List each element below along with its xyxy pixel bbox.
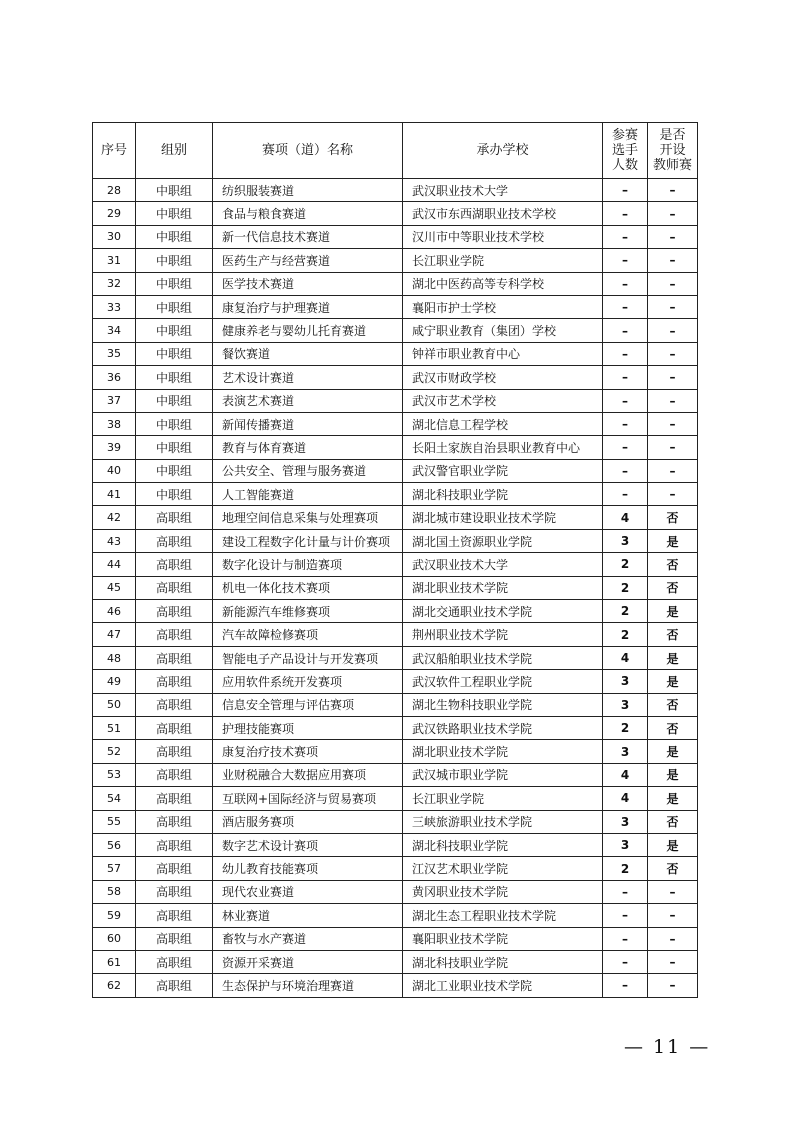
cell-school: 钟祥市职业教育中心 — [403, 342, 603, 365]
cell-participants: 3 — [603, 529, 648, 552]
cell-teacher-competition: 是 — [648, 833, 698, 856]
cell-index: 34 — [93, 319, 136, 342]
table-row — [93, 202, 698, 225]
cell-event-name: 人工智能赛道 — [213, 483, 403, 506]
cell-participants: – — [603, 272, 648, 295]
cell-index: 39 — [93, 436, 136, 459]
cell-teacher-competition: 否 — [648, 716, 698, 739]
cell-event-name: 新能源汽车维修赛项 — [213, 600, 403, 623]
cell-teacher-competition: – — [648, 459, 698, 482]
cell-group: 高职组 — [136, 553, 213, 576]
cell-school: 长江职业学院 — [403, 249, 603, 272]
header-teacher-line: 开设 — [659, 143, 686, 158]
cell-group: 高职组 — [136, 740, 213, 763]
table-row — [93, 600, 698, 623]
cell-group: 高职组 — [136, 693, 213, 716]
cell-event-name: 酒店服务赛项 — [213, 810, 403, 833]
cell-index: 56 — [93, 833, 136, 856]
cell-teacher-competition: 否 — [648, 857, 698, 880]
cell-school: 湖北职业技术学院 — [403, 740, 603, 763]
cell-group: 高职组 — [136, 646, 213, 669]
cell-participants: 3 — [603, 740, 648, 763]
cell-participants: 4 — [603, 763, 648, 786]
cell-event-name: 公共安全、管理与服务赛道 — [213, 459, 403, 482]
cell-event-name: 新一代信息技术赛道 — [213, 225, 403, 248]
cell-teacher-competition: 否 — [648, 693, 698, 716]
cell-teacher-competition: – — [648, 974, 698, 997]
cell-index: 44 — [93, 553, 136, 576]
cell-group: 高职组 — [136, 927, 213, 950]
cell-school: 湖北科技职业学院 — [403, 950, 603, 973]
table-row — [93, 950, 698, 973]
cell-index: 31 — [93, 249, 136, 272]
table-row — [93, 974, 698, 997]
cell-school: 襄阳市护士学校 — [403, 295, 603, 318]
cell-group: 中职组 — [136, 342, 213, 365]
cell-school: 湖北城市建设职业技术学院 — [403, 506, 603, 529]
table-row — [93, 529, 698, 552]
cell-teacher-competition: 是 — [648, 600, 698, 623]
cell-school: 咸宁职业教育（集团）学校 — [403, 319, 603, 342]
cell-group: 中职组 — [136, 179, 213, 202]
cell-group: 高职组 — [136, 600, 213, 623]
table-row — [93, 810, 698, 833]
cell-participants: – — [603, 436, 648, 459]
cell-index: 28 — [93, 179, 136, 202]
table-body — [93, 179, 698, 998]
cell-event-name: 资源开采赛道 — [213, 950, 403, 973]
cell-teacher-competition: 否 — [648, 810, 698, 833]
cell-participants: – — [603, 249, 648, 272]
cell-event-name: 互联网+国际经济与贸易赛项 — [213, 787, 403, 810]
cell-teacher-competition: – — [648, 342, 698, 365]
cell-index: 33 — [93, 295, 136, 318]
table-row — [93, 880, 698, 903]
cell-school: 长江职业学院 — [403, 787, 603, 810]
header-index: 序号 — [93, 123, 136, 179]
cell-participants: – — [603, 389, 648, 412]
cell-teacher-competition: – — [648, 927, 698, 950]
cell-group: 中职组 — [136, 389, 213, 412]
cell-group: 高职组 — [136, 880, 213, 903]
cell-participants: 3 — [603, 693, 648, 716]
cell-school: 武汉城市职业学院 — [403, 763, 603, 786]
cell-participants: 2 — [603, 576, 648, 599]
cell-teacher-competition: – — [648, 295, 698, 318]
cell-group: 中职组 — [136, 202, 213, 225]
cell-school: 湖北国土资源职业学院 — [403, 529, 603, 552]
cell-group: 高职组 — [136, 763, 213, 786]
cell-event-name: 新闻传播赛道 — [213, 412, 403, 435]
cell-group: 高职组 — [136, 904, 213, 927]
header-teacher-line: 是否 — [659, 128, 686, 143]
table-row — [93, 927, 698, 950]
cell-participants: – — [603, 295, 648, 318]
cell-index: 32 — [93, 272, 136, 295]
cell-event-name: 纺织服装赛道 — [213, 179, 403, 202]
cell-participants: – — [603, 319, 648, 342]
cell-group: 中职组 — [136, 483, 213, 506]
cell-index: 49 — [93, 670, 136, 693]
cell-teacher-competition: 是 — [648, 740, 698, 763]
cell-event-name: 医药生产与经营赛道 — [213, 249, 403, 272]
cell-school: 湖北信息工程学校 — [403, 412, 603, 435]
header-school: 承办学校 — [403, 123, 603, 179]
cell-group: 中职组 — [136, 366, 213, 389]
cell-event-name: 教育与体育赛道 — [213, 436, 403, 459]
table-row — [93, 272, 698, 295]
cell-event-name: 智能电子产品设计与开发赛项 — [213, 646, 403, 669]
cell-teacher-competition: 是 — [648, 763, 698, 786]
cell-participants: – — [603, 202, 648, 225]
cell-teacher-competition: – — [648, 202, 698, 225]
cell-event-name: 艺术设计赛道 — [213, 366, 403, 389]
cell-index: 54 — [93, 787, 136, 810]
cell-index: 43 — [93, 529, 136, 552]
cell-event-name: 康复治疗与护理赛道 — [213, 295, 403, 318]
cell-participants: – — [603, 459, 648, 482]
cell-participants: – — [603, 880, 648, 903]
table-row — [93, 904, 698, 927]
cell-index: 30 — [93, 225, 136, 248]
cell-teacher-competition: – — [648, 225, 698, 248]
cell-event-name: 餐饮赛道 — [213, 342, 403, 365]
cell-index: 46 — [93, 600, 136, 623]
table-row — [93, 623, 698, 646]
cell-teacher-competition: – — [648, 436, 698, 459]
cell-teacher-competition: 否 — [648, 576, 698, 599]
cell-event-name: 建设工程数字化计量与计价赛项 — [213, 529, 403, 552]
cell-participants: 3 — [603, 833, 648, 856]
cell-index: 57 — [93, 857, 136, 880]
cell-school: 武汉市东西湖职业技术学校 — [403, 202, 603, 225]
cell-participants: 2 — [603, 716, 648, 739]
cell-teacher-competition: – — [648, 880, 698, 903]
cell-group: 高职组 — [136, 950, 213, 973]
cell-teacher-competition: 是 — [648, 670, 698, 693]
cell-group: 中职组 — [136, 459, 213, 482]
cell-school: 襄阳职业技术学院 — [403, 927, 603, 950]
cell-event-name: 信息安全管理与评估赛项 — [213, 693, 403, 716]
cell-participants: – — [603, 412, 648, 435]
cell-teacher-competition: 否 — [648, 553, 698, 576]
cell-participants: 3 — [603, 670, 648, 693]
cell-school: 黄冈职业技术学院 — [403, 880, 603, 903]
cell-school: 江汉艺术职业学院 — [403, 857, 603, 880]
cell-event-name: 数字艺术设计赛项 — [213, 833, 403, 856]
cell-event-name: 业财税融合大数据应用赛项 — [213, 763, 403, 786]
cell-index: 60 — [93, 927, 136, 950]
cell-participants: 4 — [603, 506, 648, 529]
cell-participants: 3 — [603, 810, 648, 833]
table-row — [93, 319, 698, 342]
cell-event-name: 数字化设计与制造赛项 — [213, 553, 403, 576]
cell-event-name: 畜牧与水产赛道 — [213, 927, 403, 950]
cell-school: 湖北职业技术学院 — [403, 576, 603, 599]
cell-index: 37 — [93, 389, 136, 412]
cell-participants: 2 — [603, 553, 648, 576]
header-participants-line: 选手 — [611, 143, 638, 158]
cell-teacher-competition: 是 — [648, 529, 698, 552]
table-row — [93, 389, 698, 412]
table-row — [93, 249, 698, 272]
cell-teacher-competition: – — [648, 483, 698, 506]
table-row — [93, 740, 698, 763]
cell-school: 湖北生态工程职业技术学院 — [403, 904, 603, 927]
cell-event-name: 现代农业赛道 — [213, 880, 403, 903]
cell-index: 35 — [93, 342, 136, 365]
table-row — [93, 693, 698, 716]
header-teacher-competition — [648, 123, 698, 179]
cell-school: 武汉软件工程职业学院 — [403, 670, 603, 693]
table-row — [93, 506, 698, 529]
cell-school: 长阳土家族自治县职业教育中心 — [403, 436, 603, 459]
table-row — [93, 179, 698, 202]
cell-teacher-competition: – — [648, 412, 698, 435]
cell-index: 52 — [93, 740, 136, 763]
cell-group: 高职组 — [136, 670, 213, 693]
cell-teacher-competition: – — [648, 366, 698, 389]
cell-group: 中职组 — [136, 436, 213, 459]
cell-group: 高职组 — [136, 506, 213, 529]
cell-participants: – — [603, 927, 648, 950]
cell-participants: – — [603, 342, 648, 365]
cell-index: 36 — [93, 366, 136, 389]
cell-index: 40 — [93, 459, 136, 482]
cell-participants: – — [603, 904, 648, 927]
cell-participants: – — [603, 483, 648, 506]
cell-event-name: 应用软件系统开发赛项 — [213, 670, 403, 693]
cell-participants: – — [603, 366, 648, 389]
cell-participants: – — [603, 974, 648, 997]
cell-group: 高职组 — [136, 529, 213, 552]
cell-event-name: 地理空间信息采集与处理赛项 — [213, 506, 403, 529]
cell-participants: – — [603, 179, 648, 202]
cell-index: 41 — [93, 483, 136, 506]
cell-school: 武汉市艺术学校 — [403, 389, 603, 412]
cell-participants: 2 — [603, 600, 648, 623]
table-row — [93, 553, 698, 576]
header-event: 赛项（道）名称 — [213, 123, 403, 179]
cell-participants: 2 — [603, 857, 648, 880]
table-row — [93, 670, 698, 693]
header-group: 组别 — [136, 123, 213, 179]
cell-index: 58 — [93, 880, 136, 903]
cell-event-name: 林业赛道 — [213, 904, 403, 927]
table-row — [93, 833, 698, 856]
header-participants-line: 人数 — [611, 158, 638, 173]
cell-group: 高职组 — [136, 787, 213, 810]
cell-index: 51 — [93, 716, 136, 739]
table-row — [93, 459, 698, 482]
cell-participants: 4 — [603, 646, 648, 669]
table-row — [93, 436, 698, 459]
cell-event-name: 幼儿教育技能赛项 — [213, 857, 403, 880]
table-row — [93, 483, 698, 506]
cell-index: 53 — [93, 763, 136, 786]
cell-participants: – — [603, 225, 648, 248]
cell-event-name: 护理技能赛项 — [213, 716, 403, 739]
table-row — [93, 763, 698, 786]
cell-index: 62 — [93, 974, 136, 997]
cell-event-name: 生态保护与环境治理赛道 — [213, 974, 403, 997]
cell-teacher-competition: – — [648, 950, 698, 973]
cell-school: 湖北交通职业技术学院 — [403, 600, 603, 623]
cell-school: 湖北科技职业学院 — [403, 483, 603, 506]
cell-event-name: 表演艺术赛道 — [213, 389, 403, 412]
cell-event-name: 机电一体化技术赛项 — [213, 576, 403, 599]
table-row — [93, 646, 698, 669]
cell-event-name: 康复治疗技术赛项 — [213, 740, 403, 763]
cell-index: 50 — [93, 693, 136, 716]
cell-school: 湖北生物科技职业学院 — [403, 693, 603, 716]
cell-index: 38 — [93, 412, 136, 435]
cell-index: 61 — [93, 950, 136, 973]
cell-school: 湖北科技职业学院 — [403, 833, 603, 856]
table-header — [93, 123, 698, 179]
cell-teacher-competition: – — [648, 319, 698, 342]
cell-school: 三峡旅游职业技术学院 — [403, 810, 603, 833]
cell-group: 中职组 — [136, 412, 213, 435]
cell-school: 湖北中医药高等专科学校 — [403, 272, 603, 295]
cell-group: 中职组 — [136, 225, 213, 248]
table-row — [93, 412, 698, 435]
cell-group: 高职组 — [136, 974, 213, 997]
table-row — [93, 366, 698, 389]
cell-teacher-competition: – — [648, 272, 698, 295]
cell-index: 29 — [93, 202, 136, 225]
cell-group: 中职组 — [136, 249, 213, 272]
cell-group: 高职组 — [136, 810, 213, 833]
cell-school: 湖北工业职业技术学院 — [403, 974, 603, 997]
table-row — [93, 342, 698, 365]
cell-index: 55 — [93, 810, 136, 833]
cell-school: 武汉铁路职业技术学院 — [403, 716, 603, 739]
cell-group: 高职组 — [136, 576, 213, 599]
cell-teacher-competition: – — [648, 249, 698, 272]
cell-teacher-competition: – — [648, 389, 698, 412]
cell-participants: 4 — [603, 787, 648, 810]
cell-group: 高职组 — [136, 716, 213, 739]
cell-teacher-competition: 否 — [648, 623, 698, 646]
cell-event-name: 汽车故障检修赛项 — [213, 623, 403, 646]
cell-index: 47 — [93, 623, 136, 646]
cell-group: 中职组 — [136, 272, 213, 295]
table-row — [93, 576, 698, 599]
cell-event-name: 医学技术赛道 — [213, 272, 403, 295]
cell-teacher-competition: 是 — [648, 787, 698, 810]
cell-index: 59 — [93, 904, 136, 927]
cell-school: 武汉职业技术大学 — [403, 553, 603, 576]
table-row — [93, 787, 698, 810]
cell-teacher-competition: 否 — [648, 506, 698, 529]
cell-teacher-competition: – — [648, 904, 698, 927]
header-participants — [603, 123, 648, 179]
cell-group: 高职组 — [136, 623, 213, 646]
cell-school: 武汉警官职业学院 — [403, 459, 603, 482]
cell-school: 武汉市财政学校 — [403, 366, 603, 389]
header-teacher-line: 教师赛 — [652, 158, 692, 173]
table-row — [93, 857, 698, 880]
competition-table — [92, 122, 698, 998]
cell-group: 高职组 — [136, 857, 213, 880]
header-participants-line: 参赛 — [611, 128, 638, 143]
cell-school: 汉川市中等职业技术学校 — [403, 225, 603, 248]
cell-index: 42 — [93, 506, 136, 529]
table-row — [93, 225, 698, 248]
page-number: — 11 — — [624, 1036, 711, 1058]
cell-school: 武汉职业技术大学 — [403, 179, 603, 202]
cell-group: 高职组 — [136, 833, 213, 856]
cell-group: 中职组 — [136, 295, 213, 318]
cell-school: 武汉船舶职业技术学院 — [403, 646, 603, 669]
header-row — [93, 123, 698, 179]
cell-participants: 2 — [603, 623, 648, 646]
cell-index: 48 — [93, 646, 136, 669]
cell-group: 中职组 — [136, 319, 213, 342]
table-row — [93, 716, 698, 739]
cell-teacher-competition: 是 — [648, 646, 698, 669]
cell-teacher-competition: – — [648, 179, 698, 202]
cell-index: 45 — [93, 576, 136, 599]
cell-event-name: 食品与粮食赛道 — [213, 202, 403, 225]
table-row — [93, 295, 698, 318]
cell-school: 荆州职业技术学院 — [403, 623, 603, 646]
cell-event-name: 健康养老与婴幼儿托育赛道 — [213, 319, 403, 342]
cell-participants: – — [603, 950, 648, 973]
